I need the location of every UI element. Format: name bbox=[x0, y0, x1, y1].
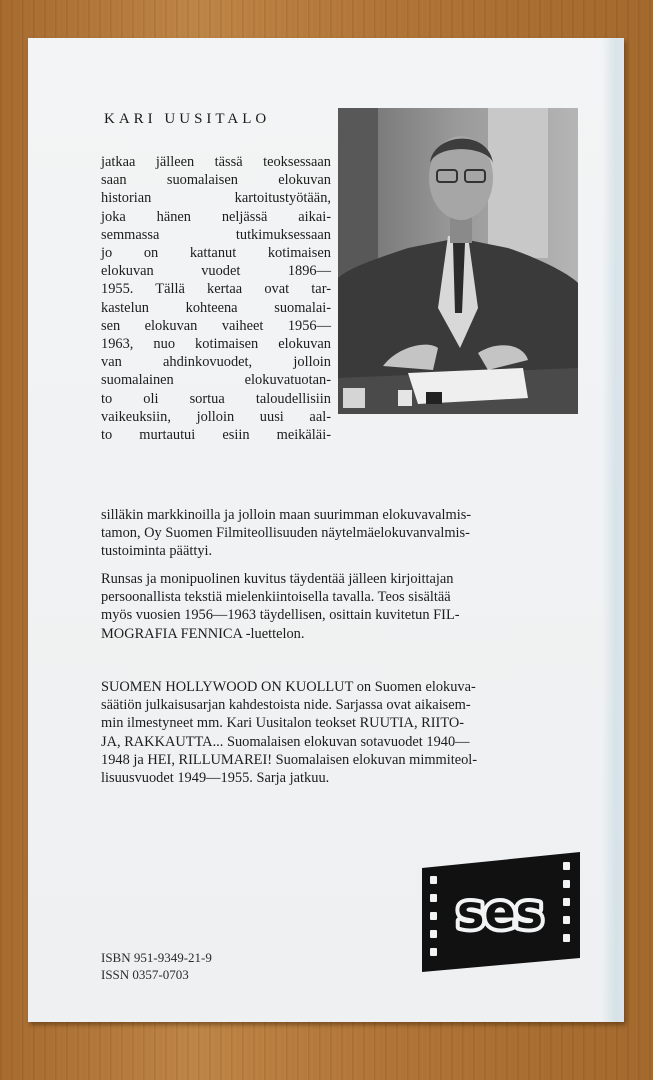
intro-line: 1963, nuo kotimaisen elokuvan bbox=[101, 336, 331, 353]
paragraph-line: JA, RAKKAUTTA... Suomalaisen elokuvan sotavuodet 1940— bbox=[101, 733, 470, 750]
paragraph-line: Runsas ja monipuolinen kuvitus täydentää jälleen kirjoittajan bbox=[101, 571, 454, 587]
illustration-paragraph bbox=[101, 570, 579, 643]
intro-line: kastelun kohteena suomalai- bbox=[101, 299, 331, 316]
intro-line: jatkaa jälleen tässä teoksessaan bbox=[101, 154, 331, 170]
paragraph-line: min ilmestyneet mm. Kari Uusitalon teokset RUUTIA, RIITO- bbox=[101, 715, 465, 732]
paragraph-line: säätiön julkaisusarjan kahdestoista nide. Sarjassa ovat aikaisem- bbox=[101, 697, 471, 714]
paragraph-line: myös vuosien 1956—1963 täydellisen, osittain kuvitetun FIL- bbox=[101, 607, 460, 624]
intro-line: elokuvan vuodet 1896— bbox=[101, 263, 331, 280]
paragraph-line: persoonallista tekstiä mielenkiintoisella tavalla. Teos sisältää bbox=[101, 589, 451, 606]
ses-filmstrip-logo bbox=[420, 846, 582, 978]
paragraph-line: 1948 ja HEI, RILLUMAREI! Suomalaisen elokuvan mimmiteol- bbox=[101, 751, 478, 768]
intro-line: semmassa tutkimuksessaan bbox=[101, 226, 331, 243]
intro-line: sen elokuvan vaiheet 1956— bbox=[101, 317, 331, 334]
intro-line: to oli sortua taloudellisiin bbox=[101, 390, 331, 407]
paragraph-line: MOGRAFIA FENNICA -luettelon. bbox=[101, 625, 305, 642]
intro-line: vaikeuksiin, jolloin uusi aal- bbox=[101, 408, 331, 425]
isbn-number: ISBN 951-9349-21-9 bbox=[101, 950, 212, 965]
intro-line: tamon, Oy Suomen Filmiteollisuuden näytelmäelokuvanvalmis- bbox=[101, 525, 470, 542]
back-cover bbox=[28, 38, 624, 1022]
logo-text: ses bbox=[457, 885, 543, 939]
author-photo bbox=[338, 108, 578, 414]
intro-line: van ahdinkovuodet, jolloin bbox=[101, 354, 331, 371]
intro-line: jo on kattanut kotimaisen bbox=[101, 245, 331, 262]
intro-line: to murtautui esiin meikäläi- bbox=[101, 427, 331, 444]
author-portrait-image bbox=[338, 108, 578, 414]
author-name: KARI UUSITALO bbox=[104, 111, 271, 127]
intro-paragraph bbox=[101, 153, 331, 444]
issn-number: ISSN 0357-0703 bbox=[101, 967, 189, 982]
intro-line: silläkin markkinoilla ja jolloin maan suurimman elokuvavalmis- bbox=[101, 507, 472, 523]
intro-line: saan suomalaisen elokuvan bbox=[101, 172, 331, 189]
intro-line: tustoiminta päättyi. bbox=[101, 543, 213, 560]
intro-paragraph-continued bbox=[101, 506, 573, 561]
intro-line: 1955. Tällä kertaa ovat tar- bbox=[101, 281, 331, 298]
intro-line: historian kartoitustyötään, bbox=[101, 190, 331, 207]
paragraph-line: lisuusvuodet 1949—1955. Sarja jatkuu. bbox=[101, 770, 330, 787]
intro-line: suomalainen elokuvatuotan- bbox=[101, 372, 331, 389]
paragraph-line: SUOMEN HOLLYWOOD ON KUOLLUT on Suomen elokuva- bbox=[101, 679, 476, 695]
series-paragraph bbox=[101, 678, 579, 787]
intro-line: joka hänen neljässä aikai- bbox=[101, 208, 331, 225]
isbn-block bbox=[101, 949, 212, 983]
